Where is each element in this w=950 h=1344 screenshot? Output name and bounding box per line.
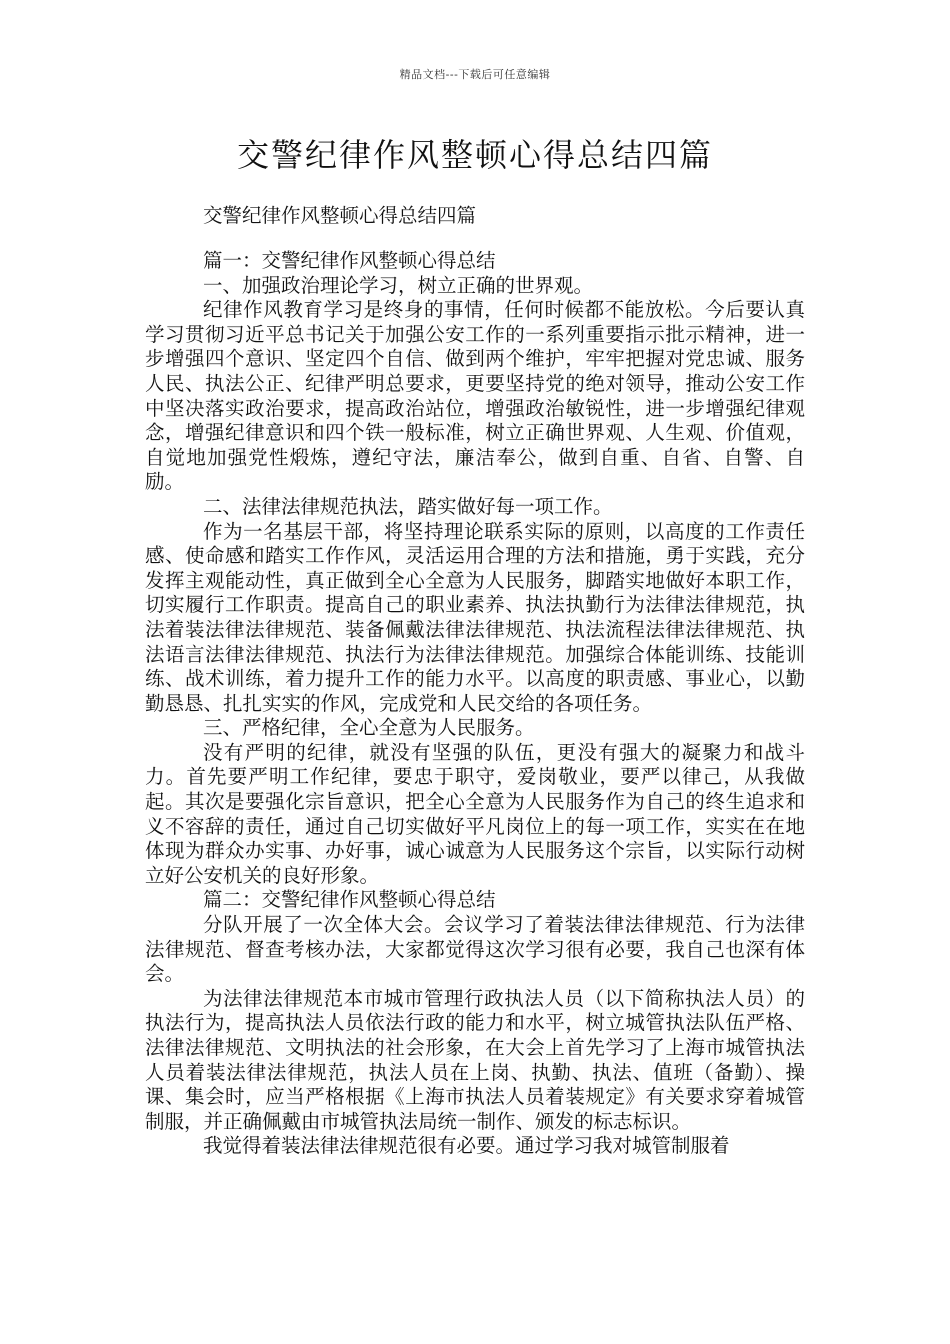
document-subtitle: 交警纪律作风整顿心得总结四篇 xyxy=(203,204,477,227)
header-note: 精品文档---下载后可任意编辑 xyxy=(399,68,551,81)
document-body xyxy=(145,249,805,1159)
paragraph: 我觉得着装法律法律规范很有必要。通过学习我对城管制服着 xyxy=(203,1134,730,1158)
subsection-heading: 三、严格纪律，全心全意为人民服务。 xyxy=(203,716,535,740)
paragraph: 没有严明的纪律，就没有坚强的队伍，更没有强大的凝聚力和战斗力。首先要严明工作纪律，要忠于职守，爱岗敬业，要严以律己，从我做起。其次是要强化宗旨意识，把全心全意为人民服务作为自己的终生追求和义不容辞的责任，通过自己切实做好平凡岗位上的每一项工作，实实在在地体现为群众办实事、办好事，诚心诚意为人民服务这个宗旨，以实际行动树立好公安机关的良好形象。 xyxy=(145,740,805,887)
paragraph: 作为一名基层干部，将坚持理论联系实际的原则，以高度的工作责任感、使命感和踏实工作作风，灵活运用合理的方法和措施，勇于实践，充分发挥主观能动性，真正做到全心全意为人民服务，脚踏实地做好本职工作，切实履行工作职责。提高自己的职业素养、执法执勤行为法律法律规范，执法着装法律法律规范、装备佩戴法律法律规范、执法流程法律法律规范、执法语言法律法律规范、执法行为法律法律规范。加强综合体能训练、技能训练、战术训练，着力提升工作的能力水平。以高度的职责感、事业心，以勤勤恳恳、扎扎实实的作风，完成党和人民交给的各项任务。 xyxy=(145,519,805,715)
section-heading: 篇一：交警纪律作风整顿心得总结 xyxy=(203,249,496,272)
section-heading: 篇二：交警纪律作风整顿心得总结 xyxy=(203,888,496,912)
paragraph: 分队开展了一次全体大会。会议学习了着装法律法律规范、行为法律法律规范、督查考核办法，大家都觉得这次学习很有必要，我自己也深有体会。 xyxy=(145,913,805,986)
paragraph: 为法律法律规范本市城市管理行政执法人员（以下简称执法人员）的执法行为，提高执法人员依法行政的能力和水平，树立城管执法队伍严格、法律法律规范、文明执法的社会形象，在大会上首先学习了上海市城管执法人员着装法律法律规范，执法人员在上岗、执勤、执法、值班（备勤）、操课、集会时，应当严格根据《上海市执法人员着装规定》有关要求穿着城管制服，并正确佩戴由市城管执法局统一制作、颁发的标志标识。 xyxy=(145,986,805,1133)
subsection-heading: 一、加强政治理论学习，树立正确的世界观。 xyxy=(203,273,594,297)
document-title: 交警纪律作风整顿心得总结四篇 xyxy=(236,136,713,174)
subsection-heading: 二、法律法律规范执法，踏实做好每一项工作。 xyxy=(203,494,613,518)
paragraph: 纪律作风教育学习是终身的事情，任何时候都不能放松。今后要认真学习贯彻习近平总书记关于加强公安工作的一系列重要指示批示精神，进一步增强四个意识、坚定四个自信、做到两个维护，牢牢把握对党忠诚、服务人民、执法公正、纪律严明总要求，更要坚持党的绝对领导，推动公安工作中坚决落实政治要求，提高政治站位，增强政治敏锐性，进一步增强纪律观念，增强纪律意识和四个铁一般标准，树立正确世界观、人生观、价值观，自觉地加强党性煅炼，遵纪守法，廉洁奉公，做到自重、自省、自警、自励。 xyxy=(145,298,805,494)
